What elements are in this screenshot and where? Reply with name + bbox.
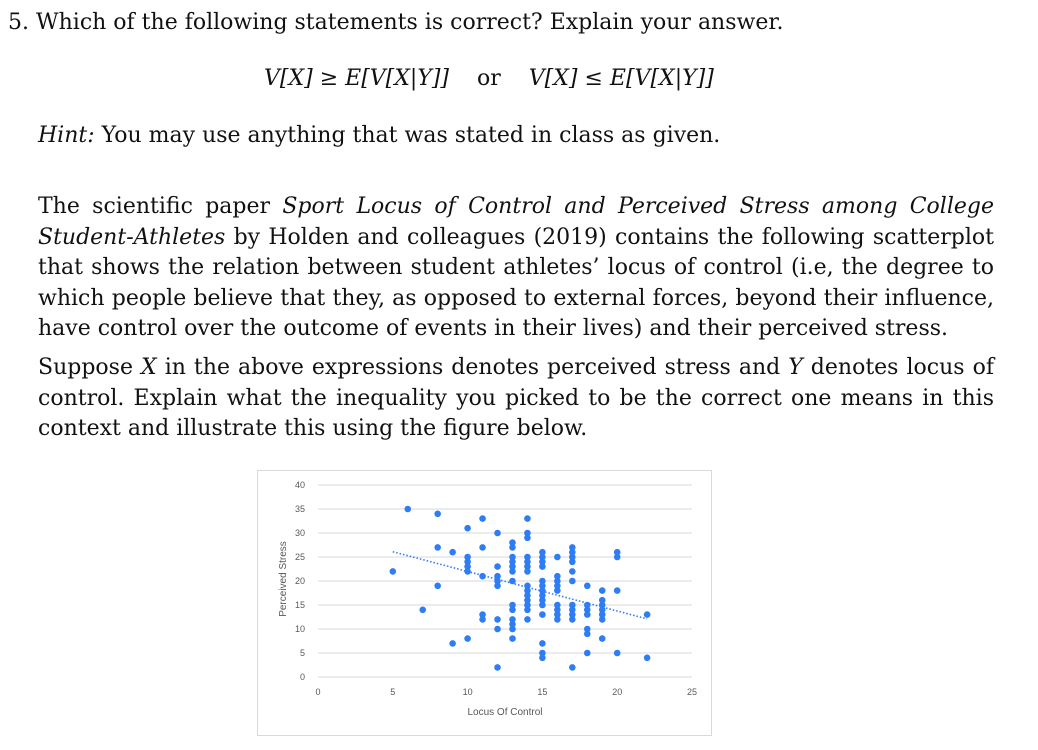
data-point: [524, 568, 531, 575]
paragraph2-part1: Suppose: [38, 355, 141, 380]
data-point: [494, 616, 501, 623]
data-point: [419, 607, 426, 614]
y-tick-label: 20: [294, 576, 305, 586]
data-point: [539, 640, 546, 647]
data-point: [614, 587, 621, 594]
data-point: [494, 626, 501, 633]
expression-connector: or: [477, 66, 501, 91]
x-tick-label: 15: [537, 687, 548, 697]
data-point: [464, 635, 471, 642]
data-point: [584, 611, 591, 618]
data-point: [554, 616, 561, 623]
data-point: [569, 578, 576, 585]
data-point: [614, 650, 621, 657]
data-point: [644, 655, 651, 662]
variable-y: Y: [788, 355, 803, 380]
paragraph1-rest: by Holden and colleagues (2019) contains the following scatterplot that shows the relation between student athletes’ locus of control (i.e, the degree to which people believe that they, as opposed to external forces, beyond their influence, have control over the outcome of events in their lives) and their perceived stress.: [38, 224, 994, 341]
x-tick-label: 20: [612, 687, 623, 697]
y-tick-label: 5: [299, 648, 305, 658]
x-tick-label: 25: [686, 687, 698, 697]
x-tick-label: 5: [390, 687, 396, 697]
data-point: [479, 616, 486, 623]
paragraph2-part2: in the above expressions denotes perceived stress and: [156, 355, 789, 380]
paragraph-study-description: [38, 192, 994, 345]
question-heading: [8, 10, 783, 35]
data-point: [539, 611, 546, 618]
data-point: [599, 616, 606, 623]
data-point: [509, 626, 516, 633]
question-number: 5.: [8, 10, 29, 35]
paragraph1-intro: The scientific paper: [38, 194, 283, 219]
data-point: [614, 554, 621, 561]
y-tick-label: 35: [294, 504, 305, 514]
data-point: [524, 515, 531, 522]
data-point: [494, 530, 501, 537]
expressions-line: [264, 66, 714, 91]
expression-right: V[X] ≤ E[V[X|Y]]: [528, 66, 714, 91]
y-tick-label: 40: [294, 480, 305, 490]
data-point: [644, 611, 651, 618]
data-point: [449, 640, 456, 647]
paragraph2-part3: denotes locus of control. Explain what the inequality you picked to be the correct one means in this context and illustrate this using the figure below.: [38, 355, 994, 441]
expression-left: V[X] ≥ E[V[X|Y]]: [264, 66, 450, 91]
paper-title: Sport Locus of Control and Perceived Stress among College Student-Athletes: [38, 194, 994, 250]
y-tick-label: 30: [294, 528, 305, 538]
data-point: [494, 664, 501, 671]
x-tick-label: 10: [462, 687, 473, 697]
data-point: [390, 568, 397, 575]
data-point: [554, 587, 561, 594]
data-point: [479, 515, 486, 522]
trendline: [393, 552, 647, 619]
hint-text: You may use anything that was stated in class as given.: [101, 123, 721, 148]
data-point: [599, 587, 606, 594]
data-point: [569, 559, 576, 566]
data-point: [509, 635, 516, 642]
data-point: [599, 635, 606, 642]
data-point: [539, 602, 546, 609]
hint-label: Hint:: [38, 123, 95, 148]
data-point: [539, 655, 546, 662]
data-point: [509, 578, 516, 585]
data-point: [449, 549, 456, 556]
data-point: [434, 511, 441, 518]
data-point: [404, 506, 411, 513]
x-axis-label: Locus Of Control: [467, 707, 543, 718]
y-tick-label: 25: [294, 552, 305, 562]
data-point: [494, 563, 501, 570]
data-point: [569, 568, 576, 575]
data-point: [434, 544, 441, 551]
y-tick-label: 15: [294, 600, 305, 610]
data-point: [524, 535, 531, 542]
paragraph-task: [38, 353, 994, 445]
data-point: [509, 568, 516, 575]
variable-x: X: [141, 355, 157, 380]
data-point: [434, 583, 441, 590]
data-point: [479, 573, 486, 580]
scatterplot-chart: [258, 471, 711, 735]
data-point: [584, 583, 591, 590]
data-point: [524, 616, 531, 623]
y-tick-label: 10: [294, 624, 305, 634]
data-point: [464, 568, 471, 575]
hint: [38, 123, 720, 148]
question-text: Which of the following statements is correct? Explain your answer.: [36, 10, 784, 35]
data-point: [479, 544, 486, 551]
y-axis-label: Perceived Stress: [278, 541, 289, 617]
data-point: [569, 664, 576, 671]
data-point: [464, 525, 471, 532]
data-point: [509, 544, 516, 551]
data-point: [524, 607, 531, 614]
scatterplot-figure: [257, 470, 712, 736]
data-point: [584, 631, 591, 638]
data-point: [494, 583, 501, 590]
data-point: [539, 563, 546, 570]
y-tick-label: 0: [299, 672, 305, 682]
data-point: [509, 607, 516, 614]
data-point: [554, 554, 561, 561]
data-point: [569, 616, 576, 623]
x-tick-label: 0: [315, 687, 321, 697]
data-point: [584, 650, 591, 657]
